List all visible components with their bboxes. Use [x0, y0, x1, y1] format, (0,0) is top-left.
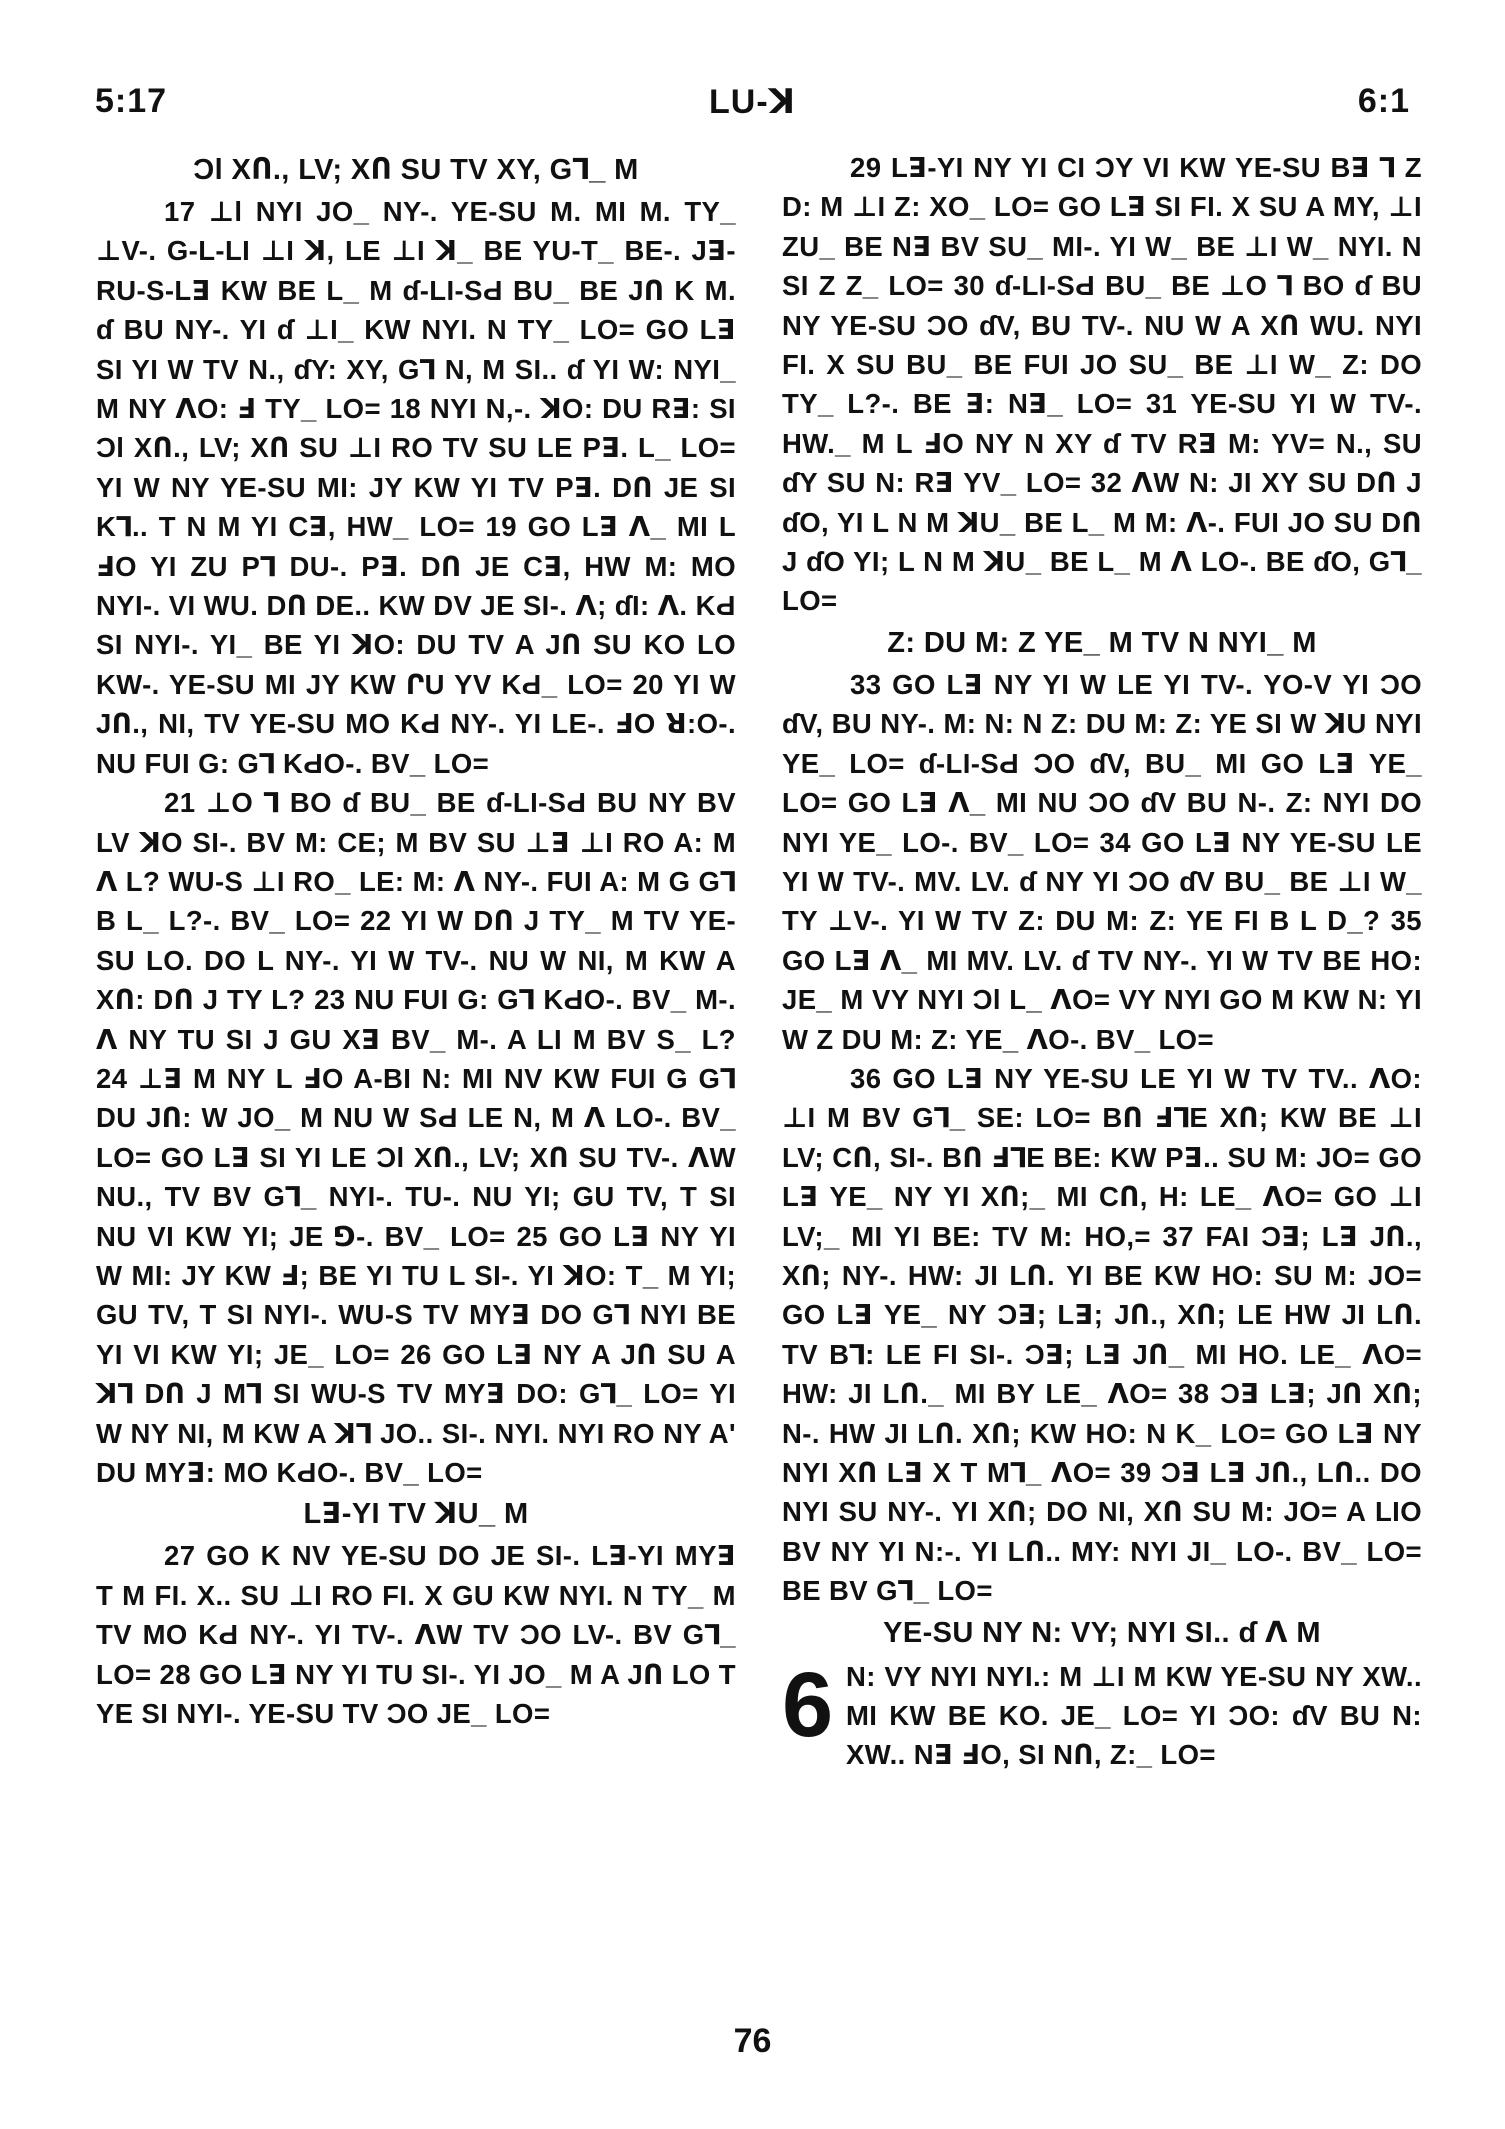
paragraph: [782, 1059, 1422, 1611]
verse-text: GO Lꓱ NY YI TU SI-. YI JO_ M A JՈ LO T YE SI NYI-. YE-SU TV ƆO JE_ LO=: [96, 1658, 737, 1730]
right-column: [782, 148, 1422, 1775]
verse-number: 18: [389, 393, 422, 425]
verse-text: ⊥O ꓶ BO ɗ BU_ BE ɗ-LI-SԀ BU NY BV LV ꓘO SI-. BV M: CE; M BV SU ⊥ꓱ ⊥I RO A: M ꓥ L? WU-S ⊥I RO_ LE: M: ꓥ NY-. FUI A: M G Gꓶ B L_ L?-. BV_ LO=: [96, 787, 736, 937]
paragraph: [782, 1653, 1422, 1775]
verse-number: 22: [360, 905, 392, 937]
verse-number: 39: [1120, 1457, 1152, 1488]
verse-number: 30: [953, 270, 985, 302]
verse-number: 21: [164, 787, 196, 819]
paragraph: [96, 192, 736, 783]
paragraph: [96, 783, 736, 1492]
verse-text: YI W DՈ J TY_ M TV YE-SU LO. DO L NY-. YI W TV-. NU W NI, M KW A XՈ: DՈ J TY L?: [96, 905, 737, 1016]
running-head-right: 6:1: [1357, 82, 1410, 120]
verse-text: GO K NV YE-SU DO JE SI-. Lꓱ-YI MYꓱ T M FI. X.. SU ⊥I RO FI. X GU KW NYI. N TY_ M TV MO KԀ NY-. YI TV-. ꓥW TV ƆO LV-. BV Gꓶ_ LO=: [96, 1540, 736, 1690]
verse-number: 32: [1090, 467, 1123, 499]
verse-number: 20: [632, 668, 664, 700]
paragraph: [782, 665, 1422, 1059]
verse-text: YE-SU YI W TV-. HW._ M L ℲO NY N XY ɗ TV Rꓱ M: YV= N., SU ɗY SU N: Rꓱ YV_ LO=: [782, 388, 1423, 499]
left-column: [96, 148, 736, 1733]
section-heading: Ɔl XՈ., LV; XՈ SU TV XY, Gꓶ_ M: [193, 154, 639, 186]
page-number: 76: [733, 2022, 772, 2060]
verse-number: 38: [1178, 1378, 1210, 1410]
verse-number: 31: [1145, 388, 1178, 420]
verse-text: FAI Ɔꓱ; Lꓱ JՈ., XՈ; NY-. HW: JI LՈ. YI BE KW HO: SU M: JO= GO Lꓱ YE_ NY Ɔꓱ; Lꓱ; JՈ., XՈ; LE HW JI LՈ. TV Bꓶ: LE FI SI-. Ɔꓱ; Lꓱ JՈ_ MI HO. LE_ ꓥO= HW: JI LՈ._ MI BY LE_ ꓥO=: [782, 1220, 1423, 1410]
verse-number: 25: [516, 1220, 548, 1252]
running-head-left: 5:17: [95, 82, 168, 120]
verse-text: Ɔꓱ Lꓱ; JՈ XՈ; N-. HW JI LՈ. XՈ; KW HO: N K_ LO= GO Lꓱ NY NYI XՈ Lꓱ X T Mꓶ_ ꓥO=: [782, 1378, 1422, 1488]
verse-number: 34: [1099, 826, 1131, 858]
verse-text: Lꓱ-YI NY YI CI ƆY VI KW YE-SU Bꓱ ꓶ Z D: M ⊥I Z: XO_ LO= GO Lꓱ SI FI. X SU A MY, ⊥I ZU_ BE Nꓱ BV SU_ MI-. YI W_ BE ⊥I W_ NYI. N SI Z Z_ LO=: [782, 152, 1422, 302]
verse-text: N: VY NYI NYI.: M ⊥I M KW YE-SU NY XW.. MI KW BE KO. JE_ LO= YI ƆO: ɗV BU N: XW.. Nꓱ ℲO, SI NՈ, Z:_ LO=: [846, 1660, 1422, 1771]
verse-number: 37: [1162, 1220, 1194, 1252]
verse-number: 28: [159, 1658, 191, 1690]
chapter-number: 6: [782, 1653, 834, 1756]
running-head-title: LU-ꓘ: [709, 83, 796, 121]
verse-number: 29: [850, 152, 882, 183]
section-heading: YE-SU NY N: VY; NYI SI.. ɗ ꓥ M: [883, 1616, 1321, 1649]
verse-number: 26: [400, 1338, 432, 1370]
verse-text: GO Lꓱ NY YE-SU LE YI W TV TV.. ꓥO: ⊥I M BV Gꓶ_ SE: LO= BՈ ℲꓶE XՈ; KW BE ⊥I LV; CՈ, SI-. BՈ ℲꓶE BE: KW Pꓱ.. SU M: JO= GO Lꓱ YE_ NY YI XՈ;_ MI CՈ, H: LE_ ꓥO= GO ⊥I LV;_ MI YI BE: TV M: HO,=: [782, 1062, 1422, 1252]
verse-text: GO Lꓱ NY YI W MI: JY KW Ⅎ; BE YI TU L SI-. YI ꓘO: T_ M YI; GU TV, T SI NYI-. WU-S TV MYꓱ DO Gꓶ NYI BE YI VI KW YI; JE_ LO=: [96, 1220, 737, 1370]
verse-number: 33: [850, 668, 882, 700]
verse-text: YI W JՈ., NI, TV YE-SU MO KԀ NY-. YI LE-. ℲO ꓤ:O-. NU FUI G: Gꓶ KԀO-. BV_ LO=: [96, 668, 736, 779]
verse-text: GO Lꓱ NY YE-SU LE YI W TV-. MV. LV. ɗ NY YI ƆO ɗV BU_ BE ⊥I W_ TY ⊥V-. YI W TV Z: DU M: Z: YE FI B L D_?: [782, 826, 1422, 937]
verse-text: Ɔꓱ Lꓱ JՈ., LՈ.. DO NYI SU NY-. YI XՈ; DO NI, XՈ SU M: JO= A LIO BV NY YI N:-. YI LՈ.. MY: NYI JI_ LO-. BV_ LO= BE BV Gꓶ_ LO=: [782, 1457, 1422, 1607]
verse-text: GO Lꓱ NY A JՈ SU A ꓘꓶ DՈ J Mꓶ SI WU-S TV MYꓱ DO: Gꓶ_ LO= YI W NY NI, M KW A ꓘꓶ JO.. SI-. NYI. NYI RO NY A' DU MYꓱ: MO KԀO-. BV_ LO=: [96, 1338, 736, 1488]
verse-text: GO Lꓱ NY YI W LE YI TV-. YO-V YI ƆO ɗV, BU NY-. M: N: N Z: DU M: Z: YE SI W ꓘU NYI YE_ LO= ɗ-LI-SԀ ƆO ɗV, BU_ MI GO Lꓱ YE_ LO= GO Lꓱ ꓥ_ MI NU ƆO ɗV BU N-. Z: NYI DO NYI YE_ LO-. BV_ LO=: [782, 668, 1422, 858]
verse-number: 24: [96, 1062, 128, 1094]
verse-text: ꓥW N: JI XY SU DՈ J ɗO, YI L N M ꓘU_ BE L_ M M: ꓥ-. FUI JO SU DՈ J ɗO YI; L N M ꓘU_ BE L_ M ꓥ LO-. BE ɗO, Gꓶ_ LO=: [782, 467, 1422, 617]
verse-number: 17: [164, 196, 196, 227]
verse-text: NYI N,-. ꓘO: DU Rꓱ: SI Ɔl XՈ., LV; XՈ SU ⊥I RO TV SU LE Pꓱ. L_ LO= YI W NY YE-SU MI: JY KW YI TV Pꓱ. DՈ JE SI Kꓶ.. T N M YI Cꓱ, HW_ LO=: [96, 393, 736, 543]
verse-text: GO Lꓱ ꓥ_ MI L ℲO YI ZU Pꓶ DU-. Pꓱ. DՈ JE Cꓱ, HW M: MO NYI-. VI WU. DՈ DE.. KW DV JE SI-. ꓥ; ɗI: ꓥ. KԀ SI NYI-. YI_ BE YI ꓘO: DU TV A JՈ SU KO LO KW-. YE-SU MI JY KW ՐU YV KԀ_ LO=: [96, 511, 737, 700]
verse-number: 36: [850, 1062, 882, 1094]
verse-number: 35: [1390, 905, 1422, 937]
verse-text: NU FUI G: Gꓶ KԀO-. BV_ M-. ꓥ NY TU SI J GU Xꓱ BV_ M-. A LI M BV S_ L?: [96, 984, 736, 1055]
section-heading: Z: DU M: Z YE_ M TV N NYI_ M: [887, 626, 1317, 659]
verse-text: ⊥l NYI JO_ NY-. YE-SU M. MI M. TY_ ⊥V-. G-L-LI ⊥I ꓘ, LE ⊥I ꓘ_ BE YU-T_ BE-. Jꓱ-RU-S-Lꓱ KW BE L_ M ɗ-LI-SԀ BU_ BE JՈ K M. ɗ BU NY-. YI ɗ ⊥I_ KW NYI. N TY_ LO= GO Lꓱ SI YI W TV N., ɗY: XY, Gꓶ N, M SI.. ɗ YI W: NYI_ M NY ꓥO: Ⅎ TY_ LO=: [96, 196, 736, 425]
verse-number: 19: [485, 511, 517, 543]
verse-number: 23: [314, 984, 346, 1016]
verse-text: ɗ-LI-SԀ BU_ BE ⊥O ꓶ BO ɗ BU NY YE-SU ƆO ɗV, BU TV-. NU W A XՈ WU. NYI FI. X SU BU_ BE FUI JO SU_ BE ⊥I W_ Z: DO TY_ L?-. BE ꓱ: Nꓱ_ LO=: [782, 270, 1422, 420]
verse-number: 27: [164, 1540, 196, 1572]
chapter-start: [782, 1653, 1422, 1775]
verse-text: GO Lꓱ ꓥ_ MI MV. LV. ɗ TV NY-. YI W TV BE HO: JE_ M VY NYI Ɔl L_ ꓥO= VY NYI GO M KW N: YI W Z DU M: Z: YE_ ꓥO-. BV_ LO=: [782, 944, 1422, 1055]
section-heading: Lꓱ-YI TV ꓘU_ M: [303, 1498, 529, 1531]
paragraph: [96, 1536, 736, 1733]
paragraph: [782, 148, 1422, 621]
verse-text: ⊥ꓱ M NY L ℲO A-BI N: MI NV KW FUI G Gꓶ DU JՈ: W JO_ M NU W SԀ LE N, M ꓥ LO-. BV_ LO= GO Lꓱ SI YI LE Ɔl XՈ., LV; XՈ SU TV-. ꓥW NU., TV BV Gꓶ_ NYI-. TU-. NU YI; GU TV, T SI NU VI KW YI; JE ⅁-. BV_ LO=: [96, 1062, 736, 1252]
